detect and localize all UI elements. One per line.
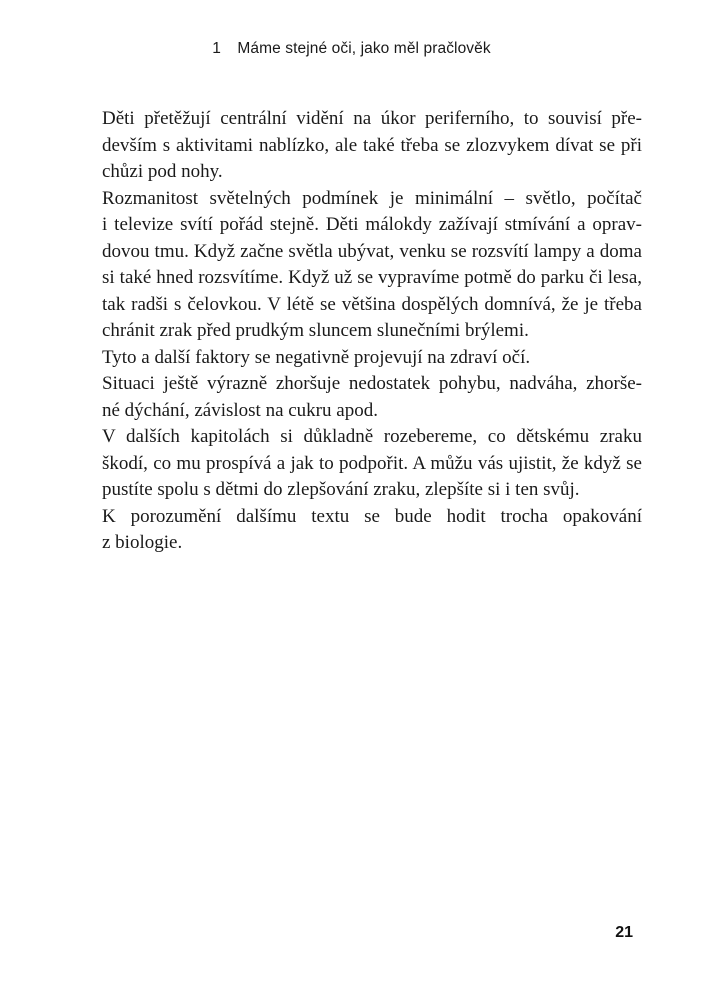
text-line: chránit zrak před prudkým sluncem slunečními brýlemi. (102, 320, 529, 341)
text-line: Situaci ještě výrazně zhoršuje nedostatek pohybu, nadváha, zhorše- (102, 373, 642, 394)
paragraph (102, 424, 642, 504)
text-line: dovou tmu. Když začne světla ubývat, venku se rozsvítí lampy a doma (102, 240, 642, 262)
running-head (0, 40, 703, 58)
text-line: devším s aktivitami nablízko, ale také třeba se zlozvykem dívat se při (102, 134, 642, 156)
text-line: si také hned rozsvítíme. Když už se vypravíme potmě do parku či lesa, (102, 267, 642, 288)
paragraph (102, 504, 642, 557)
text-line: K porozumění dalšímu textu se bude hodit trocha opakování (102, 505, 642, 527)
paragraph (102, 371, 642, 424)
text-line: né dýchání, závislost na cukru apod. (102, 399, 378, 421)
paragraph (102, 106, 642, 186)
text-line: z biologie. (102, 532, 183, 553)
text-line: V dalších kapitolách si důkladně rozebereme, co dětskému zraku (102, 426, 642, 447)
text-line: Děti přetěžují centrální vidění na úkor periferního, to souvisí pře- (102, 108, 642, 129)
chapter-title: Máme stejné oči, jako měl pračlověk (237, 40, 491, 57)
chapter-number: 1 (212, 40, 221, 57)
text-line: Tyto a další faktory se negativně projevují na zdraví očí. (102, 346, 531, 368)
paragraph (102, 186, 642, 345)
text-line: škodí, co mu prospívá a jak to podpořit. A můžu vás ujistit, že když se (102, 452, 642, 474)
text-line: tak radši s čelovkou. V létě se většina dospělých domnívá, že je třeba (102, 293, 642, 315)
text-line: chůzi pod nohy. (102, 161, 223, 182)
text-line: i televize svítí pořád stejně. Děti málokdy zažívají stmívání a oprav- (102, 214, 642, 235)
text-line: pustíte spolu s dětmi do zlepšování zraku, zlepšíte si i ten svůj. (102, 479, 580, 500)
body-text (102, 106, 642, 557)
text-line: Rozmanitost světelných podmínek je minimální – světlo, počítač (102, 187, 642, 209)
page-number: 21 (615, 924, 633, 941)
paragraph (102, 345, 642, 372)
